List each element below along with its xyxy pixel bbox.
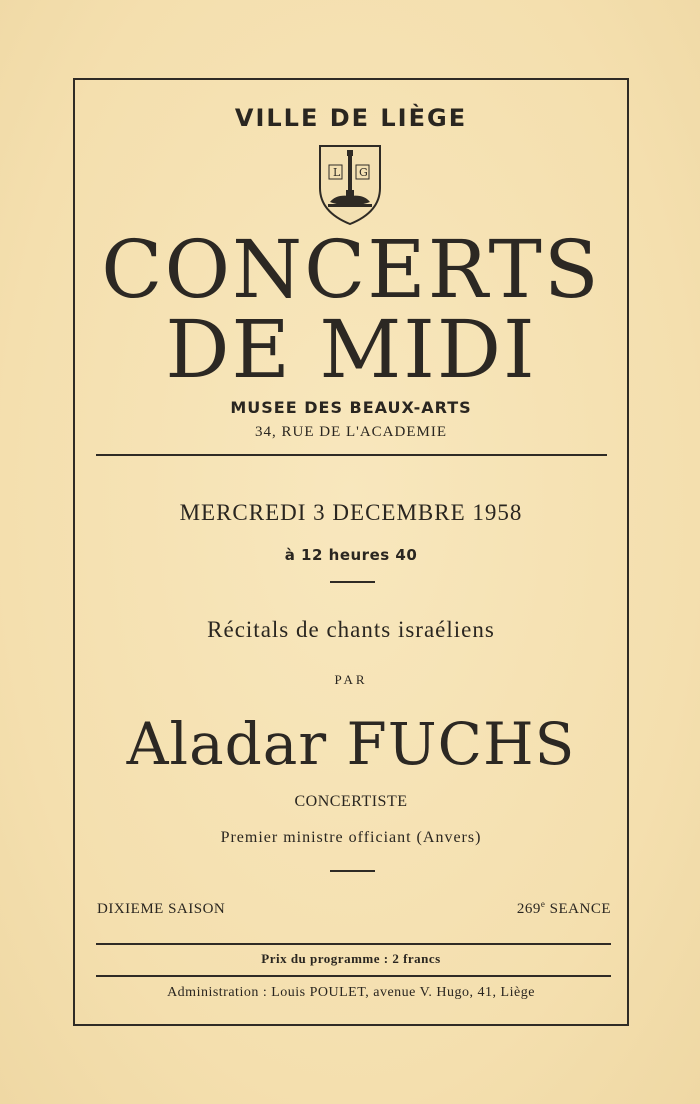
seance-label [517, 899, 611, 918]
season-label: DIXIEME SAISON [97, 901, 226, 917]
divider-price-bottom [96, 975, 611, 977]
event-date: MERCREDI 3 DECEMBRE 1958 [179, 500, 523, 525]
title-line-1: CONCERTS [101, 223, 601, 316]
venue-address: 34, RUE DE L'ACADEMIE [254, 424, 448, 440]
event-time: à 12 heures 40 [284, 546, 418, 564]
venue-name: MUSEE DES BEAUX-ARTS [230, 398, 472, 417]
artist-name: Aladar FUCHS [126, 710, 576, 778]
program-title: Récitals de chants israéliens [207, 617, 495, 642]
city-heading: VILLE DE LIÈGE [234, 104, 468, 132]
divider-price-top [96, 943, 611, 945]
price-line: Prix du programme : 2 francs [261, 951, 441, 966]
artist-position: Premier ministre officiant (Anvers) [220, 829, 482, 846]
title-line-2: DE MIDI [165, 303, 537, 396]
crest-letter-g: G [359, 166, 368, 179]
artist-role: CONCERTISTE [294, 793, 408, 810]
par-label: PAR [334, 672, 368, 687]
city-crest-icon [316, 142, 384, 226]
seance-suffix: e [540, 899, 546, 909]
seance-number: 269 [516, 901, 541, 917]
short-rule-1 [330, 581, 375, 583]
crest-letter-l: L [333, 166, 341, 179]
short-rule-2 [330, 870, 375, 872]
administration-line: Administration : Louis POULET, avenue V. Hugo, 41, Liège [167, 985, 535, 1000]
seance-text: SEANCE [549, 901, 611, 917]
divider-top [96, 454, 607, 456]
